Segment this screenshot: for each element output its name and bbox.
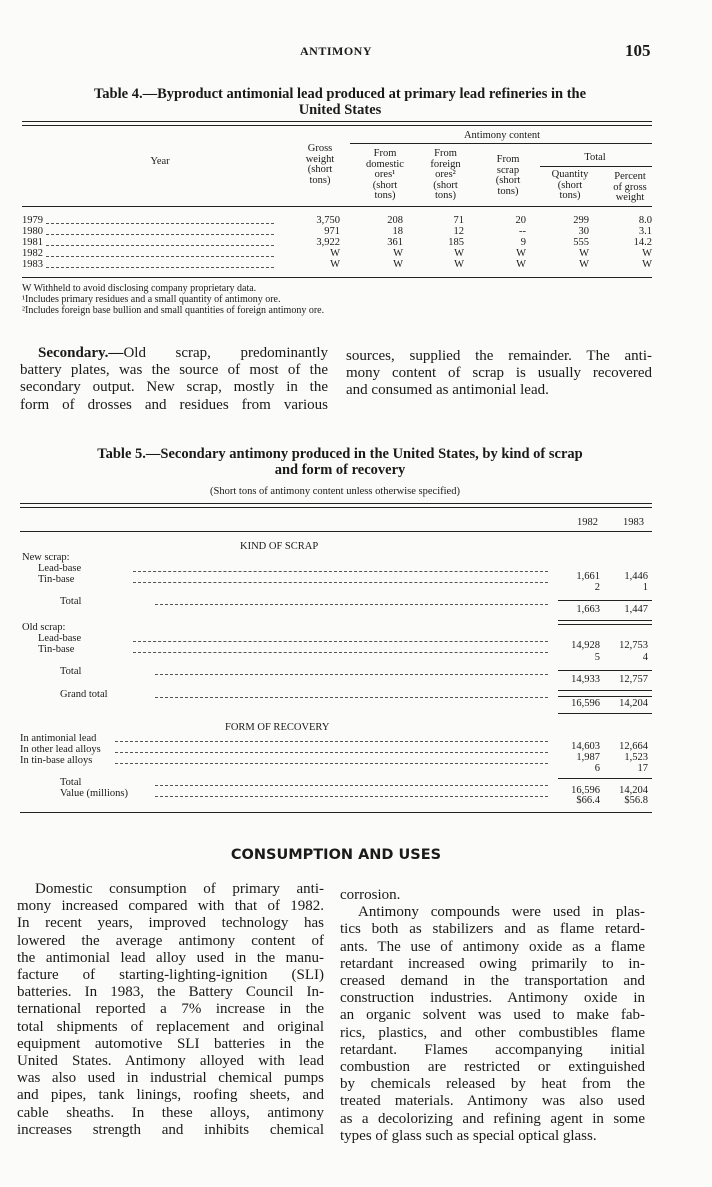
text-line: cable sheaths. In these alloys, antimony: [17, 1104, 324, 1121]
year-1983-header: 1983: [623, 517, 644, 528]
table-4-cell-foreign: W: [454, 248, 464, 259]
table-5-row-label: Lead-base: [38, 563, 82, 574]
leader-dots: [155, 785, 548, 786]
table-4-cell-qty: W: [579, 248, 589, 259]
table-4-cell-foreign: W: [454, 259, 464, 270]
text-line: types of glass such as special optical glass.: [340, 1127, 597, 1144]
table-5-subtitle: (Short tons of antimony content unless otherwise specified): [210, 486, 460, 497]
table-5-cell-1982: 16,596: [571, 785, 600, 796]
table-5-cell-1982: 16,596: [571, 698, 600, 709]
text-line: lowered the average antimony content of: [17, 932, 324, 949]
table-4-year-cell: 1980: [22, 226, 43, 237]
col-from-foreign: From foreign ores² (short tons): [430, 148, 461, 201]
table-5-row-label: Tin-base: [38, 644, 75, 655]
table-4-year-cell: 1983: [22, 259, 43, 270]
table-4-cell-gross: 3,922: [316, 237, 340, 248]
table-4-cell-qty: 555: [573, 237, 589, 248]
text-line: batteries. In 1983, the Battery Council In-: [17, 984, 324, 1001]
table-5-cell-1983: 12,664: [619, 741, 648, 752]
kind-of-scrap-header: KIND OF SCRAP: [240, 541, 319, 552]
table-4-cell-foreign: 185: [448, 237, 464, 248]
rule: [558, 778, 652, 779]
table-4-cell-pct: 3.1: [638, 226, 652, 237]
rule: [558, 620, 652, 621]
col-percent: Percent of gross weight: [613, 171, 647, 203]
table-5-row-label: In antimonial lead: [20, 733, 97, 744]
secondary-paragraph-col1: Secondary.—Old scrap, predominantly battery plates, was the source of most of the secondary output. New scrap, mostly in the form of drosses and residues from various: [20, 345, 328, 413]
text-line: and pipes, tank linings, roofing sheets, and: [17, 1087, 324, 1104]
text-line: United States. Antimony alloyed with lead: [17, 1053, 324, 1070]
table-4-cell-domestic: 208: [387, 215, 403, 226]
form-of-recovery-header: FORM OF RECOVERY: [225, 722, 330, 733]
col-quantity: Quantity (short tons): [551, 169, 589, 201]
text-line: combustion are restricted or extinguished: [340, 1059, 645, 1076]
table-5-cell-1983: 1,446: [624, 571, 648, 582]
table-5-row-label: In other lead alloys: [20, 744, 101, 755]
leader-dots: [46, 256, 274, 257]
table-5-cell-1982: 1,661: [576, 571, 600, 582]
table-4-cell-qty: 30: [578, 226, 589, 237]
text-line: the antimonial lead alloy used in the manu-: [17, 949, 324, 966]
table-4-cell-pct: 8.0: [638, 215, 652, 226]
leader-dots: [46, 234, 274, 235]
table-4-cell-qty: 299: [573, 215, 589, 226]
table-5-cell-1982: 14,928: [571, 640, 600, 651]
text-line: Domestic consumption of primary anti-: [35, 881, 324, 897]
secondary-lead: Secondary.—: [38, 345, 124, 361]
table-4-cell-gross: 971: [324, 226, 340, 237]
table-4-cell-scrap: --: [519, 226, 526, 237]
table-5-cell-1982: 14,603: [571, 741, 600, 752]
table-5-cell-1983: 14,204: [619, 785, 648, 796]
table-5-cell-1982: 2: [594, 582, 600, 593]
table-4-cell-pct: 14.2: [633, 237, 652, 248]
rule: [20, 507, 652, 508]
table-5-cell-1983: 12,753: [619, 640, 648, 651]
table-5-cell-1983: 14,204: [619, 698, 648, 709]
table-4-year-cell: 1982: [22, 248, 43, 259]
text-line: rics, plastics, and other combustibles flame: [340, 1024, 645, 1041]
table-4-cell-foreign: 71: [453, 215, 464, 226]
text-line: retardant increased owing primarily to in-: [340, 955, 645, 972]
table-4-cell-scrap: 20: [515, 215, 526, 226]
rule: [22, 121, 652, 122]
table-5-cell-1982: 1,663: [576, 604, 600, 615]
table-5-row-label: Value (millions): [60, 788, 128, 799]
table-5-cell-1983: 12,757: [619, 674, 648, 685]
text-line: corrosion.: [340, 887, 401, 903]
consumption-col2: [340, 887, 645, 1145]
table-4-title: Table 4.—Byproduct antimonial lead produced at primary lead refineries in the United States: [93, 86, 587, 118]
secondary-paragraph-col2: sources, supplied the remainder. The anti- mony content of scrap is usually recovered and consumed as antimonial lead.: [346, 348, 652, 399]
table-4-cell-domestic: W: [393, 259, 403, 270]
text-line: tics both as stabilizers and as flame retard-: [340, 921, 645, 938]
text-line: increases strength and inhibits chemical: [17, 1121, 324, 1138]
text-line: treated materials. Antimony was also used: [340, 1093, 645, 1110]
text-line: equipment automotive SLI batteries in the: [17, 1035, 324, 1052]
rule: [558, 690, 652, 691]
table-4-cell-pct: W: [642, 259, 652, 270]
text-line: creased demand in the transportation and: [340, 973, 645, 990]
table-5-row-label: Total: [60, 777, 82, 788]
text-line: by chemicals released by heat from the: [340, 1076, 645, 1093]
table-4-year-cell: 1979: [22, 215, 43, 226]
leader-dots: [133, 641, 548, 642]
table-5-cell-1983: 1: [642, 582, 648, 593]
table-5-row-label: Lead-base: [38, 633, 82, 644]
table-5-cell-1982: 5: [594, 652, 600, 663]
rule: [350, 143, 652, 144]
leader-dots: [133, 582, 548, 583]
rule: [22, 206, 652, 207]
col-from-scrap: From scrap (short tons): [495, 154, 521, 197]
col-from-domestic: From domestic ores¹ (short tons): [366, 148, 404, 201]
leader-dots: [133, 571, 548, 572]
leader-dots: [155, 796, 548, 797]
table-5-cell-1983: $56.8: [624, 795, 648, 806]
leader-dots: [46, 245, 274, 246]
table-4-cell-gross: W: [330, 259, 340, 270]
table-4-cell-domestic: 18: [392, 226, 403, 237]
leader-dots: [115, 741, 548, 742]
table-4-cell-pct: W: [642, 248, 652, 259]
table-5-row-label: Tin-base: [38, 574, 75, 585]
rule: [558, 670, 652, 671]
year-header: Year: [150, 156, 170, 167]
table-4-cell-gross: 3,750: [316, 215, 340, 226]
leader-dots: [115, 763, 548, 764]
rule: [558, 600, 652, 601]
total-spanner: Total: [584, 152, 606, 163]
table-5-title: Table 5.—Secondary antimony produced in the United States, by kind of scrap and form of recovery: [97, 446, 583, 478]
table-4-footnotes: W Withheld to avoid disclosing company proprietary data. ¹Includes primary residues and a small quantity of antimony ore. ²Includes foreign base bullion and small quantities of foreign antimony ore.: [22, 283, 325, 316]
leader-dots: [46, 223, 274, 224]
page-number: 105: [625, 41, 651, 60]
table-4-year-cell: 1981: [22, 237, 43, 248]
rule: [20, 503, 652, 504]
running-head: ANTIMONY: [300, 44, 372, 58]
table-4-cell-gross: W: [330, 248, 340, 259]
leader-dots: [155, 604, 548, 605]
col-gross-weight: Gross weight (short tons): [305, 143, 335, 186]
section-heading: CONSUMPTION AND USES: [230, 847, 442, 863]
text-line: Antimony compounds were used in plas-: [358, 904, 645, 921]
text-line: was also used in industrial chemical pumps: [17, 1070, 324, 1087]
table-4-cell-domestic: W: [393, 248, 403, 259]
antimony-content-spanner: Antimony content: [463, 130, 541, 141]
leader-dots: [155, 674, 548, 675]
leader-dots: [115, 752, 548, 753]
text-line: retardant. Flames accompanying initial: [340, 1041, 645, 1058]
text-line: as a decolorizing and refining agent in some: [340, 1110, 645, 1127]
rule: [540, 166, 652, 167]
table-5-cell-1982: 6: [594, 763, 600, 774]
rule: [22, 277, 652, 278]
rule: [22, 125, 652, 126]
rule: [20, 531, 652, 532]
table-5-row-label: In tin-base alloys: [20, 755, 93, 766]
rule: [558, 713, 652, 714]
leader-dots: [155, 697, 548, 698]
text-line: In recent years, improved technology has: [17, 915, 324, 932]
text-line: mony increased compared with that of 1982.: [17, 898, 324, 915]
table-5-cell-1983: 1,447: [624, 604, 648, 615]
table-5-row-label: Total: [60, 666, 82, 677]
table-4-cell-scrap: W: [516, 259, 526, 270]
table-5-cell-1983: 4: [642, 652, 648, 663]
text-line: ants. The use of antimony oxide as a flame: [340, 938, 645, 955]
table-4-cell-scrap: 9: [520, 237, 526, 248]
text-line: an organic solvent was used to make fab-: [340, 1007, 645, 1024]
text-line: facture of starting-lighting-ignition (SLI): [17, 967, 324, 984]
table-4-cell-scrap: W: [516, 248, 526, 259]
table-4-cell-domestic: 361: [387, 237, 403, 248]
table-4-cell-qty: W: [579, 259, 589, 270]
rule: [558, 624, 652, 625]
new-scrap-label: New scrap:: [22, 552, 70, 563]
table-5-row-label: Total: [60, 596, 82, 607]
table-5-cell-1983: 1,523: [624, 752, 648, 763]
old-scrap-label: Old scrap:: [22, 622, 66, 633]
rule: [558, 696, 652, 697]
text-line: total shipments of replacement and original: [17, 1018, 324, 1035]
leader-dots: [133, 652, 548, 653]
table-5-cell-1982: 14,933: [571, 674, 600, 685]
table-4-cell-foreign: 12: [453, 226, 464, 237]
year-1982-header: 1982: [577, 517, 598, 528]
table-5-cell-1982: $66.4: [576, 795, 600, 806]
table-5-row-label: Grand total: [60, 689, 108, 700]
consumption-col1: [17, 881, 324, 1139]
rule: [20, 812, 652, 813]
text-line: construction industries. Antimony oxide in: [340, 990, 645, 1007]
text-line: ternational reported a 7% increase in the: [17, 1001, 324, 1018]
table-5-cell-1982: 1,987: [576, 752, 600, 763]
table-5-cell-1983: 17: [637, 763, 648, 774]
leader-dots: [46, 267, 274, 268]
